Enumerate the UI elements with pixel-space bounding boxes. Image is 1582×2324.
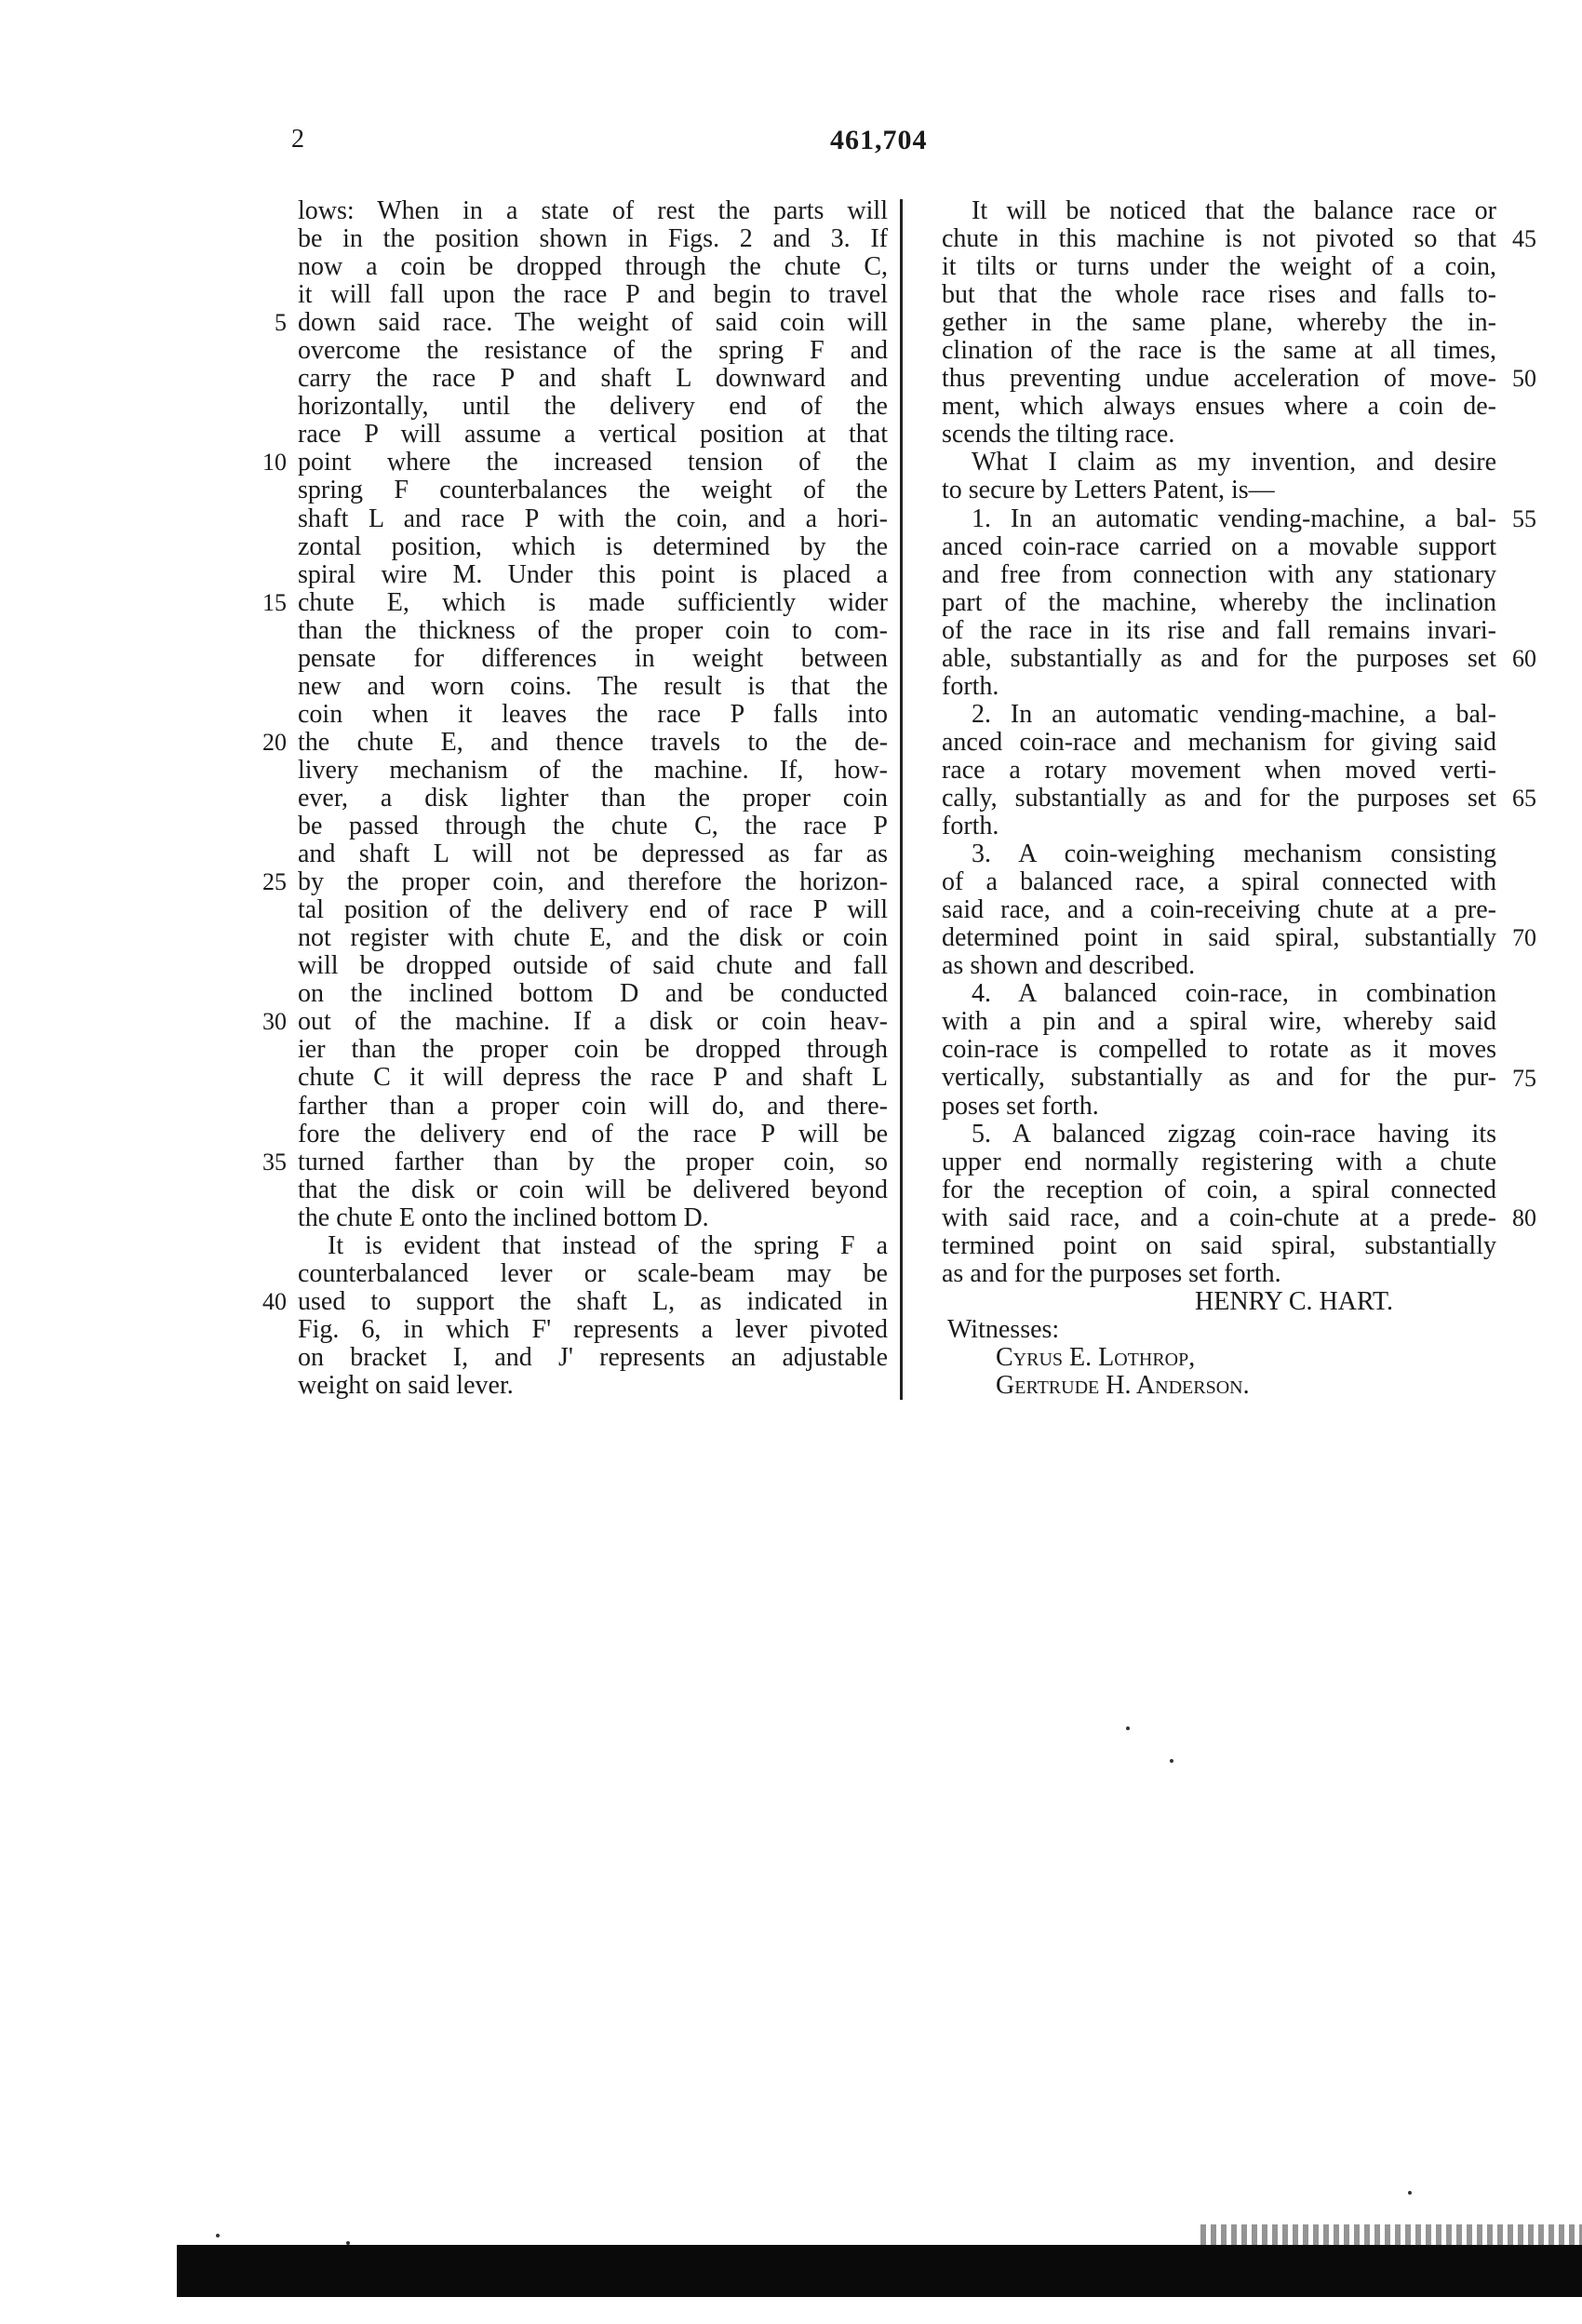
text-line: of a balanced race, a spiral connected with xyxy=(942,867,1496,897)
text-line: 3. A coin-weighing mechanism consisting xyxy=(972,840,1496,869)
text-line: overcome the resistance of the spring F and xyxy=(298,336,888,366)
text-line: it tilts or turns under the weight of a coin, xyxy=(942,252,1496,282)
scan-speck xyxy=(216,2234,220,2237)
text-line: It is evident that instead of the spring F a xyxy=(328,1230,888,1260)
text-line: termined point on said spiral, substantially xyxy=(942,1230,1496,1260)
text-line: scends the tilting race. xyxy=(942,420,1175,450)
text-line: upper end normally registering with a chute xyxy=(942,1147,1496,1176)
text-line: forth. xyxy=(942,812,999,841)
text-line: Fig. 6, in which F' represents a lever pivoted xyxy=(298,1314,888,1344)
text-line: with said race, and a coin-chute at a prede- xyxy=(942,1202,1496,1232)
line-number: 55 xyxy=(1512,504,1536,532)
text-line: poses set forth. xyxy=(942,1091,1099,1121)
text-line: spring F counterbalances the weight of the xyxy=(298,476,888,505)
text-line: anced coin-race and mechanism for giving said xyxy=(942,727,1496,757)
text-line: for the reception of coin, a spiral connected xyxy=(942,1175,1496,1204)
witness-name: Cyrus E. Lothrop, xyxy=(996,1342,1196,1372)
text-line: weight on said lever. xyxy=(298,1370,514,1400)
left-column xyxy=(298,197,888,1400)
line-number: 25 xyxy=(262,868,287,896)
text-line: point where the increased tension of the xyxy=(298,448,888,477)
text-line: 5. A balanced zigzag coin-race having its xyxy=(972,1119,1496,1149)
text-line: It will be noticed that the balance race or xyxy=(972,196,1496,225)
line-number: 80 xyxy=(1512,1203,1536,1231)
text-line: used to support the shaft L, as indicated in xyxy=(298,1286,888,1316)
text-line: coin-race is compelled to rotate as it moves xyxy=(942,1035,1496,1065)
text-line: of the race in its rise and fall remains invari- xyxy=(942,615,1496,645)
witnesses-label: Witnesses: xyxy=(947,1314,1060,1344)
line-number: 5 xyxy=(275,309,287,337)
text-line: clination of the race is the same at all times, xyxy=(942,336,1496,366)
scan-edge-band xyxy=(177,2245,1582,2297)
line-number: 15 xyxy=(262,588,287,616)
text-line: as and for the purposes set forth. xyxy=(942,1258,1281,1288)
text-line: race a rotary movement when moved verti- xyxy=(942,755,1496,785)
text-line: now a coin be dropped through the chute C, xyxy=(298,252,888,282)
text-line: fore the delivery end of the race P will be xyxy=(298,1119,888,1149)
text-line: What I claim as my invention, and desire xyxy=(972,448,1496,477)
text-line: than the thickness of the proper coin to com- xyxy=(298,615,888,645)
text-line: race P will assume a vertical position at that xyxy=(298,420,888,450)
column-divider xyxy=(900,199,903,1400)
scan-speck xyxy=(1126,1726,1130,1730)
text-line: determined point in said spiral, substantially xyxy=(942,923,1496,953)
text-line: 2. In an automatic vending-machine, a bal- xyxy=(972,699,1496,729)
text-line: on the inclined bottom D and be conducted xyxy=(298,979,888,1009)
text-line: forth. xyxy=(942,671,999,701)
text-line: the chute E onto the inclined bottom D. xyxy=(298,1202,709,1232)
line-number: 60 xyxy=(1512,644,1536,672)
text-line: turned farther than by the proper coin, so xyxy=(298,1147,888,1176)
scan-speck xyxy=(346,2241,350,2245)
text-line: shaft L and race P with the coin, and a hori- xyxy=(298,504,888,533)
text-line: carry the race P and shaft L downward and xyxy=(298,364,888,394)
text-line: chute E, which is made sufficiently wider xyxy=(298,587,888,617)
text-line: spiral wire M. Under this point is placed a xyxy=(298,559,888,589)
scan-speck xyxy=(1408,2191,1412,2195)
text-line: new and worn coins. The result is that the xyxy=(298,671,888,701)
text-line: chute C it will depress the race P and shaft L xyxy=(298,1063,888,1093)
text-line: vertically, substantially as and for the pur- xyxy=(942,1063,1496,1093)
text-line: horizontally, until the delivery end of the xyxy=(298,392,888,422)
text-line: down said race. The weight of said coin will xyxy=(298,308,888,338)
text-line: ier than the proper coin be dropped through xyxy=(298,1035,888,1065)
patent-number: 461,704 xyxy=(830,125,928,155)
text-line: thus preventing undue acceleration of move- xyxy=(942,364,1496,394)
right-column xyxy=(942,197,1496,1400)
text-line: anced coin-race carried on a movable support xyxy=(942,531,1496,561)
text-line: ever, a disk lighter than the proper coin xyxy=(298,783,888,813)
line-number: 30 xyxy=(262,1008,287,1036)
line-number: 20 xyxy=(262,728,287,756)
text-line: it will fall upon the race P and begin to travel xyxy=(298,280,888,310)
inventor-name: HENRY C. HART. xyxy=(1195,1286,1393,1316)
text-line: with a pin and a spiral wire, whereby said xyxy=(942,1007,1496,1037)
text-line: but that the whole race rises and falls to- xyxy=(942,280,1496,310)
line-number: 10 xyxy=(262,449,287,477)
text-line: to secure by Letters Patent, is— xyxy=(942,476,1275,505)
text-line: livery mechanism of the machine. If, how- xyxy=(298,755,888,785)
text-line: zontal position, which is determined by the xyxy=(298,531,888,561)
text-line: part of the machine, whereby the inclination xyxy=(942,587,1496,617)
text-line: out of the machine. If a disk or coin heav- xyxy=(298,1007,888,1037)
line-number: 75 xyxy=(1512,1064,1536,1092)
text-line: and shaft L will not be depressed as far as xyxy=(298,840,888,869)
text-line: will be dropped outside of said chute and fall xyxy=(298,951,888,981)
text-line: farther than a proper coin will do, and there- xyxy=(298,1091,888,1121)
line-number: 65 xyxy=(1512,785,1536,813)
text-line: on bracket I, and J' represents an adjustable xyxy=(298,1342,888,1372)
text-line: 1. In an automatic vending-machine, a bal- xyxy=(972,504,1496,533)
text-line: be passed through the chute C, the race P xyxy=(298,812,888,841)
text-line: tal position of the delivery end of race P will xyxy=(298,895,888,925)
scan-speck xyxy=(1170,1759,1173,1763)
text-line: ment, which always ensues where a coin de- xyxy=(942,392,1496,422)
text-line: 4. A balanced coin-race, in combination xyxy=(972,979,1496,1009)
text-line: the chute E, and thence travels to the de- xyxy=(298,727,888,757)
text-line: cally, substantially as and for the purposes set xyxy=(942,783,1496,813)
line-number: 40 xyxy=(262,1287,287,1315)
line-number: 45 xyxy=(1512,225,1536,253)
witness-name: Gertrude H. Anderson. xyxy=(996,1370,1250,1400)
line-number: 70 xyxy=(1512,924,1536,952)
text-line: said race, and a coin-receiving chute at a pre- xyxy=(942,895,1496,925)
text-line: counterbalanced lever or scale-beam may be xyxy=(298,1258,888,1288)
text-line: chute in this machine is not pivoted so that xyxy=(942,224,1496,254)
text-line: as shown and described. xyxy=(942,951,1196,981)
text-line: able, substantially as and for the purposes set xyxy=(942,643,1496,673)
text-line: gether in the same plane, whereby the in- xyxy=(942,308,1496,338)
text-line: by the proper coin, and therefore the horizon- xyxy=(298,867,888,897)
line-number: 35 xyxy=(262,1148,287,1175)
text-line: lows: When in a state of rest the parts will xyxy=(298,196,888,225)
text-line: and free from connection with any stationary xyxy=(942,559,1496,589)
page-number: 2 xyxy=(291,125,304,154)
text-line: that the disk or coin will be delivered beyond xyxy=(298,1175,888,1204)
text-line: be in the position shown in Figs. 2 and 3. If xyxy=(298,224,888,254)
text-line: pensate for differences in weight between xyxy=(298,643,888,673)
text-line: coin when it leaves the race P falls into xyxy=(298,699,888,729)
text-line: not register with chute E, and the disk or coin xyxy=(298,923,888,953)
line-number: 50 xyxy=(1512,365,1536,393)
